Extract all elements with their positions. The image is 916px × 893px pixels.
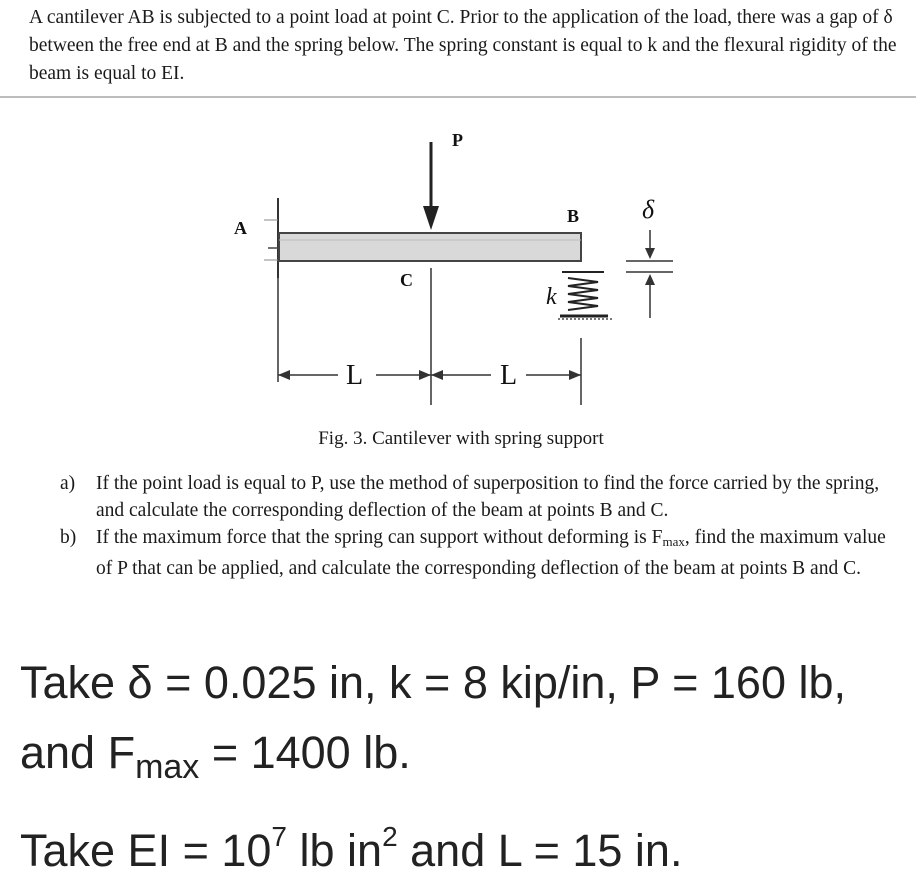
label-delta: δ — [642, 195, 655, 224]
given-line-1: Take δ = 0.025 in, k = 8 kip/in, P = 160 lb, — [20, 657, 846, 708]
question-text: If the point load is equal to P, use the method of superposition to find the force carried by the spring, and calculate the corresponding deflection of the beam at points B and C. — [96, 473, 880, 521]
given-text: Take EI = 10 — [20, 825, 272, 876]
question-marker: b) — [60, 527, 77, 548]
given-line-3 — [20, 802, 910, 886]
given-values — [20, 648, 910, 886]
section-divider — [0, 96, 916, 98]
given-text: lb in — [287, 825, 383, 876]
cantilever-figure — [228, 120, 688, 420]
label-p: P — [452, 130, 463, 150]
given-text: = 1400 lb. — [199, 727, 411, 778]
figure-caption: Fig. 3. Cantilever with spring support — [318, 428, 604, 449]
given-text: and L = 15 in. — [397, 825, 683, 876]
subscript-max: max — [135, 748, 200, 786]
superscript-2: 2 — [382, 821, 398, 852]
label-l-2: L — [500, 360, 518, 391]
spring — [560, 272, 608, 316]
problem-intro: A cantilever AB is subjected to a point load at point C. Prior to the application of the load, there was a gap of δ between the free end at B and the spring below. The spring constant is equal to k and the flexural rigidity of the beam is equal to EI. — [29, 7, 897, 84]
given-text: and F — [20, 727, 136, 778]
question-list — [60, 470, 900, 582]
label-c: C — [400, 270, 413, 290]
question-text-part: If the maximum force that the spring can support without deforming is F — [96, 527, 663, 548]
question-text — [96, 524, 900, 582]
question-b — [60, 524, 900, 582]
question-marker: a) — [60, 473, 76, 494]
label-a: A — [234, 218, 247, 238]
beam — [279, 233, 581, 261]
subscript-max: max — [662, 534, 685, 549]
gap-indicator — [626, 230, 673, 318]
superscript-7: 7 — [271, 821, 287, 852]
question-text-part: , find the maximum value of P that can be applied, and calculate the corresponding deflection of the beam at points B and C. — [96, 527, 886, 579]
question-a — [60, 470, 900, 524]
label-l-1: L — [346, 360, 364, 391]
label-k: k — [546, 284, 557, 310]
label-b: B — [567, 206, 580, 226]
given-line-2 — [20, 718, 910, 802]
